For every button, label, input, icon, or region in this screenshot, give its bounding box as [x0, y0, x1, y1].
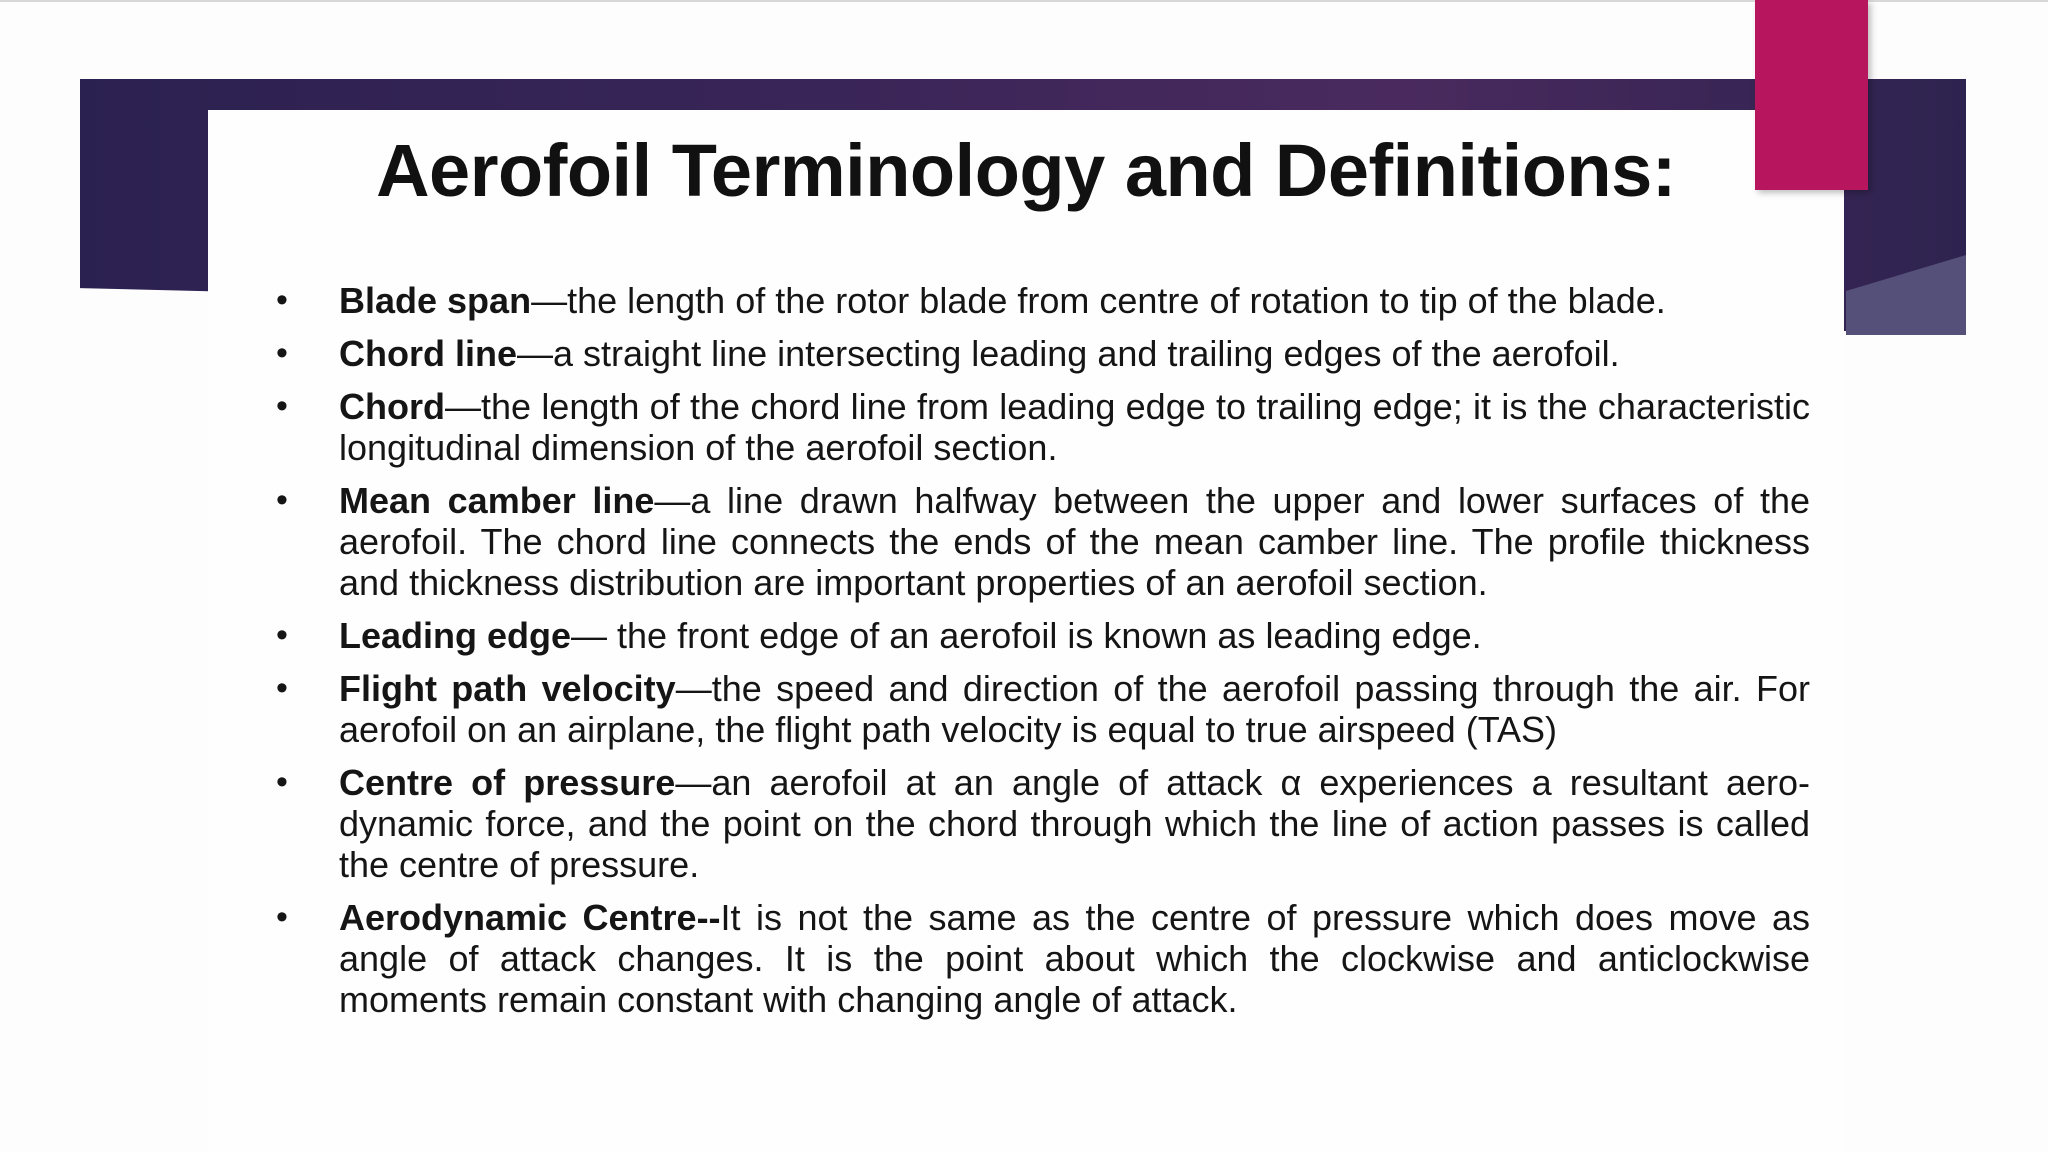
top-divider	[0, 0, 2048, 2]
term: Aerodynamic Centre--	[339, 897, 721, 938]
definition: —the length of the chord line from leading edge to trailing edge; it is the characteristic longitudinal dimension of the aerofoil section.	[339, 386, 1810, 468]
list-item-aerodynamic-centre	[270, 897, 1810, 1020]
list-item-flight-path-velocity	[270, 668, 1810, 750]
bullet-icon: •	[276, 669, 288, 707]
definition: — the front edge of an aerofoil is known as leading edge.	[571, 615, 1482, 656]
definition: —a straight line intersecting leading and trailing edges of the aerofoil.	[517, 333, 1620, 374]
list-item-blade-span	[270, 280, 1810, 321]
definition-list	[270, 280, 1810, 1032]
list-item-leading-edge	[270, 615, 1810, 656]
bullet-icon: •	[276, 616, 288, 654]
term: Chord	[339, 386, 445, 427]
term: Leading edge	[339, 615, 572, 656]
list-item-mean-camber-line	[270, 480, 1810, 603]
bullet-icon: •	[276, 481, 288, 519]
bullet-icon: •	[276, 387, 288, 425]
definition: It is not the same as the centre of pressure which does move as angle of attack changes. It is the point about which the clockwise and anticlockwise moments remain constant with changing angle of attack.	[339, 897, 1810, 1020]
bullet-icon: •	[276, 898, 288, 936]
list-item-centre-of-pressure	[270, 762, 1810, 885]
bullet-icon: •	[276, 763, 288, 801]
definition: —the length of the rotor blade from centre of rotation to tip of the blade.	[531, 280, 1666, 321]
definition: —the speed and direction of the aerofoil passing through the air. For aerofoil on an airplane, the flight path velocity is equal to true airspeed (TAS)	[339, 668, 1810, 750]
list-item-chord	[270, 386, 1810, 468]
bullet-icon: •	[276, 281, 288, 319]
list-item-chord-line	[270, 333, 1810, 374]
slide-title: Aerofoil Terminology and Definitions:	[376, 129, 1676, 212]
term: Chord line	[339, 333, 517, 374]
term: Centre of pressure	[339, 762, 676, 803]
bullet-icon: •	[276, 334, 288, 372]
term: Flight path velocity	[339, 668, 676, 709]
term: Mean camber line	[339, 480, 655, 521]
definition: —an aerofoil at an angle of attack α experiences a resultant aero-dynamic force, and the point on the chord through which the line of action passes is called the centre of pressure.	[339, 762, 1810, 885]
definition: —a line drawn halfway between the upper and lower surfaces of the aerofoil. The chord line connects the ends of the mean camber line. The profile thickness and thickness distribution are important properties of an aerofoil section.	[339, 480, 1810, 603]
term: Blade span	[339, 280, 532, 321]
